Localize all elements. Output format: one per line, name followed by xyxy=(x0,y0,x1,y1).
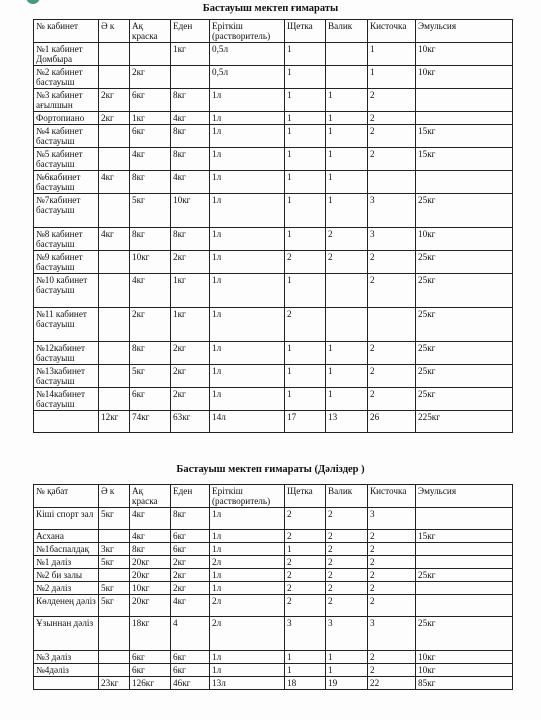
cell-paintbrush: 3 xyxy=(368,228,416,251)
table-row xyxy=(34,43,513,66)
cell-white-paint: 126кг xyxy=(130,677,171,690)
cell-floor: 1кг xyxy=(171,274,210,308)
cell-roller: 1 xyxy=(326,112,368,125)
cell-roller: 1 xyxy=(326,148,368,171)
cell-solvent: 1л xyxy=(210,308,285,342)
cell-solvent: 14л xyxy=(210,411,285,433)
cell-ak xyxy=(99,274,130,308)
cell-brush: 3 xyxy=(285,617,326,651)
table-row xyxy=(34,66,513,89)
cell-brush: 17 xyxy=(285,411,326,433)
cell-solvent: 0,5л xyxy=(210,43,285,66)
table-row xyxy=(34,617,513,651)
cell-brush: 1 xyxy=(285,148,326,171)
cell-roller: 13 xyxy=(326,411,368,433)
cell-solvent: 1л xyxy=(210,582,285,595)
cell-emulsion xyxy=(416,171,513,194)
cell-brush: 1 xyxy=(285,43,326,66)
table-row xyxy=(34,228,513,251)
cell-emulsion: 10кг xyxy=(416,43,513,66)
cell-white-paint: 4кг xyxy=(130,274,171,308)
header-cell-solvent: Еріткіш (растворитель) xyxy=(210,485,285,508)
cell-ak: 2кг xyxy=(99,89,130,112)
cell-emulsion: 10кг xyxy=(416,664,513,677)
cell-roller: 2 xyxy=(326,556,368,569)
cell-white-paint: 20кг xyxy=(130,569,171,582)
cell-white-paint: 8кг xyxy=(130,228,171,251)
cell-ak xyxy=(99,651,130,664)
cell-brush: 1 xyxy=(285,274,326,308)
cell-ak xyxy=(99,308,130,342)
cell-name: №2 кабинет бастауыш xyxy=(34,66,99,89)
cell-ak: 3кг xyxy=(99,543,130,556)
table-row xyxy=(34,664,513,677)
cell-roller: 2 xyxy=(326,595,368,617)
cell-solvent: 1л xyxy=(210,365,285,388)
cell-roller: 1 xyxy=(326,125,368,148)
cell-ak xyxy=(99,148,130,171)
cell-paintbrush: 2 xyxy=(368,664,416,677)
cell-white-paint: 6кг xyxy=(130,89,171,112)
cell-white-paint: 6кг xyxy=(130,664,171,677)
cell-white-paint: 8кг xyxy=(130,342,171,365)
table-row xyxy=(34,411,513,433)
header-cell-paintbrush: Кисточка xyxy=(368,20,416,43)
table-row xyxy=(34,112,513,125)
cell-floor: 6кг xyxy=(171,651,210,664)
cell-name: №4 кабинет бастауыш xyxy=(34,125,99,148)
cell-name: №4дәліз xyxy=(34,664,99,677)
cell-white-paint: 6кг xyxy=(130,651,171,664)
cell-solvent: 1л xyxy=(210,228,285,251)
table-row xyxy=(34,508,513,530)
cell-brush: 1 xyxy=(285,228,326,251)
cell-paintbrush: 22 xyxy=(368,677,416,690)
cell-solvent: 0,5л xyxy=(210,66,285,89)
cell-name: Фортопиано xyxy=(34,112,99,125)
cell-name: №11 кабинет бастауыш xyxy=(34,308,99,342)
cell-floor: 2кг xyxy=(171,251,210,274)
cell-paintbrush: 26 xyxy=(368,411,416,433)
cell-white-paint: 20кг xyxy=(130,556,171,569)
cell-floor: 2кг xyxy=(171,569,210,582)
cell-white-paint: 8кг xyxy=(130,543,171,556)
header-cell-roller: Валик xyxy=(326,20,368,43)
cell-ak: 5кг xyxy=(99,582,130,595)
cell-emulsion xyxy=(416,543,513,556)
cell-paintbrush: 2 xyxy=(368,89,416,112)
cell-roller: 3 xyxy=(326,617,368,651)
cell-roller: 19 xyxy=(326,677,368,690)
cell-name: №5 кабинет бастауыш xyxy=(34,148,99,171)
cell-floor: 8кг xyxy=(171,228,210,251)
cell-roller xyxy=(326,274,368,308)
cell-solvent: 1л xyxy=(210,274,285,308)
cell-paintbrush: 2 xyxy=(368,274,416,308)
cell-solvent: 1л xyxy=(210,569,285,582)
cell-floor: 2кг xyxy=(171,365,210,388)
cell-emulsion: 25кг xyxy=(416,342,513,365)
cell-brush: 1 xyxy=(285,194,326,228)
cell-floor: 10кг xyxy=(171,194,210,228)
cell-brush: 1 xyxy=(285,125,326,148)
cell-emulsion: 85кг xyxy=(416,677,513,690)
cell-ak: 4кг xyxy=(99,171,130,194)
cell-paintbrush: 2 xyxy=(368,112,416,125)
cell-paintbrush: 1 xyxy=(368,43,416,66)
table-row xyxy=(34,556,513,569)
cell-ak: 4кг xyxy=(99,228,130,251)
cell-emulsion: 25кг xyxy=(416,617,513,651)
cell-paintbrush: 3 xyxy=(368,194,416,228)
cell-floor: 4кг xyxy=(171,112,210,125)
cell-paintbrush: 3 xyxy=(368,617,416,651)
cell-ak: 5кг xyxy=(99,556,130,569)
cell-floor: 2кг xyxy=(171,582,210,595)
cell-emulsion: 25кг xyxy=(416,274,513,308)
cell-brush: 1 xyxy=(285,112,326,125)
cell-name xyxy=(34,411,99,433)
cell-name: №8 кабинет бастауыш xyxy=(34,228,99,251)
header-row xyxy=(34,485,513,508)
cell-ak xyxy=(99,569,130,582)
cell-emulsion: 15кг xyxy=(416,125,513,148)
header-cell-white-paint: Ақ краска xyxy=(130,20,171,43)
cell-paintbrush: 2 xyxy=(368,388,416,411)
cell-name: №6кабинет бастауыш xyxy=(34,171,99,194)
cell-floor: 1кг xyxy=(171,43,210,66)
cell-brush: 1 xyxy=(285,543,326,556)
cell-white-paint: 5кг xyxy=(130,194,171,228)
cell-emulsion: 225кг xyxy=(416,411,513,433)
table1-title: Бастауыш мектеп ғимараты xyxy=(202,3,339,14)
table-row xyxy=(34,194,513,228)
table-row xyxy=(34,582,513,595)
cell-white-paint: 4кг xyxy=(130,530,171,543)
cell-name: №14кабинет бастауыш xyxy=(34,388,99,411)
cell-ak: 5кг xyxy=(99,595,130,617)
cell-solvent: 1л xyxy=(210,89,285,112)
cell-name: №10 кабинет бастауыш xyxy=(34,274,99,308)
cell-roller xyxy=(326,66,368,89)
cell-roller: 2 xyxy=(326,251,368,274)
cell-floor: 8кг xyxy=(171,125,210,148)
header-cell-roller: Валик xyxy=(326,485,368,508)
cell-white-paint: 1кг xyxy=(130,112,171,125)
cell-floor: 46кг xyxy=(171,677,210,690)
cell-emulsion: 25кг xyxy=(416,251,513,274)
cell-emulsion xyxy=(416,89,513,112)
cell-roller: 2 xyxy=(326,582,368,595)
header-cell-brush: Щетка xyxy=(285,485,326,508)
cell-name: №9 кабинет бастауыш xyxy=(34,251,99,274)
table-row xyxy=(34,89,513,112)
table-row xyxy=(34,251,513,274)
cell-paintbrush: 2 xyxy=(368,651,416,664)
cell-brush: 2 xyxy=(285,595,326,617)
cell-roller: 2 xyxy=(326,508,368,530)
cell-solvent: 1л xyxy=(210,251,285,274)
header-cell-ak: Ә к xyxy=(99,485,130,508)
cell-name: Көлденең дәліз xyxy=(34,595,99,617)
table-row xyxy=(34,651,513,664)
cell-emulsion: 25кг xyxy=(416,194,513,228)
cell-name: №1баспалдақ xyxy=(34,543,99,556)
cell-name: №3 кабинет ағылшын xyxy=(34,89,99,112)
header-cell-brush: Щетка xyxy=(285,20,326,43)
cell-emulsion xyxy=(416,582,513,595)
cell-brush: 2 xyxy=(285,251,326,274)
cell-name: №3 дәліз xyxy=(34,651,99,664)
cell-brush: 2 xyxy=(285,582,326,595)
table-row xyxy=(34,125,513,148)
cell-white-paint xyxy=(130,43,171,66)
cell-roller: 1 xyxy=(326,651,368,664)
cell-solvent: 2л xyxy=(210,617,285,651)
cell-paintbrush: 2 xyxy=(368,595,416,617)
cell-paintbrush: 1 xyxy=(368,66,416,89)
cell-solvent: 1л xyxy=(210,388,285,411)
cell-paintbrush: 2 xyxy=(368,556,416,569)
table-row xyxy=(34,677,513,690)
header-cell-solvent: Еріткіш (растворитель) xyxy=(210,20,285,43)
table-row xyxy=(34,171,513,194)
cell-roller: 1 xyxy=(326,664,368,677)
cell-paintbrush: 2 xyxy=(368,530,416,543)
cell-solvent: 1л xyxy=(210,171,285,194)
cell-name: Асхана xyxy=(34,530,99,543)
cell-name: №12кабинет бастауыш xyxy=(34,342,99,365)
cell-name: Ұзыннан дәліз xyxy=(34,617,99,651)
cell-roller: 1 xyxy=(326,171,368,194)
cell-solvent: 1л xyxy=(210,508,285,530)
cell-floor: 4 xyxy=(171,617,210,651)
cell-paintbrush: 2 xyxy=(368,342,416,365)
cell-brush: 2 xyxy=(285,308,326,342)
cell-solvent: 1л xyxy=(210,664,285,677)
cell-ak xyxy=(99,664,130,677)
cell-emulsion: 25кг xyxy=(416,569,513,582)
table-row xyxy=(34,595,513,617)
cell-brush: 1 xyxy=(285,66,326,89)
cell-ak: 2кг xyxy=(99,112,130,125)
cell-ak xyxy=(99,365,130,388)
cell-solvent: 2л xyxy=(210,595,285,617)
cell-emulsion: 10кг xyxy=(416,66,513,89)
cell-brush: 2 xyxy=(285,556,326,569)
cell-roller: 1 xyxy=(326,89,368,112)
cell-emulsion: 25кг xyxy=(416,365,513,388)
cell-floor: 8кг xyxy=(171,89,210,112)
cell-ak: 23кг xyxy=(99,677,130,690)
cell-floor: 2кг xyxy=(171,556,210,569)
cell-floor: 8кг xyxy=(171,148,210,171)
cell-ak xyxy=(99,66,130,89)
cell-solvent: 2л xyxy=(210,556,285,569)
cell-roller: 1 xyxy=(326,365,368,388)
cell-paintbrush: 2 xyxy=(368,365,416,388)
cell-paintbrush: 2 xyxy=(368,148,416,171)
cell-name: №13кабинет бастауыш xyxy=(34,365,99,388)
table-row xyxy=(34,342,513,365)
cell-white-paint: 10кг xyxy=(130,251,171,274)
cell-ak xyxy=(99,388,130,411)
cell-roller: 2 xyxy=(326,228,368,251)
cell-ak xyxy=(99,530,130,543)
cell-brush: 1 xyxy=(285,664,326,677)
cell-brush: 1 xyxy=(285,651,326,664)
cell-brush: 18 xyxy=(285,677,326,690)
header-cell-floor: Еден xyxy=(171,485,210,508)
cell-white-paint: 10кг xyxy=(130,582,171,595)
cell-emulsion xyxy=(416,556,513,569)
cell-brush: 2 xyxy=(285,569,326,582)
cell-white-paint: 6кг xyxy=(130,388,171,411)
cell-floor: 4кг xyxy=(171,595,210,617)
cell-solvent: 1л xyxy=(210,651,285,664)
cell-paintbrush: 3 xyxy=(368,508,416,530)
cell-emulsion xyxy=(416,595,513,617)
cell-emulsion: 15кг xyxy=(416,148,513,171)
corridors-materials-table xyxy=(33,484,513,690)
cell-name: №1 дәліз xyxy=(34,556,99,569)
cell-floor: 6кг xyxy=(171,664,210,677)
cell-white-paint: 18кг xyxy=(130,617,171,651)
cell-brush: 1 xyxy=(285,89,326,112)
cell-paintbrush xyxy=(368,171,416,194)
cell-brush: 1 xyxy=(285,171,326,194)
header-cell-emulsion: Эмульсия xyxy=(416,20,513,43)
table-row xyxy=(34,543,513,556)
cell-emulsion: 25кг xyxy=(416,388,513,411)
cell-ak xyxy=(99,251,130,274)
cell-emulsion xyxy=(416,112,513,125)
table2-title: Бастауыш мектеп ғимараты (Дәліздер ) xyxy=(176,464,365,475)
cell-white-paint: 20кг xyxy=(130,595,171,617)
cell-solvent: 13л xyxy=(210,677,285,690)
cell-white-paint: 4кг xyxy=(130,508,171,530)
cell-paintbrush: 2 xyxy=(368,125,416,148)
cell-roller: 2 xyxy=(326,530,368,543)
cell-roller: 1 xyxy=(326,342,368,365)
cell-brush: 1 xyxy=(285,342,326,365)
header-cell-floor: Еден xyxy=(171,20,210,43)
cell-solvent: 1л xyxy=(210,530,285,543)
cell-ak: 5кг xyxy=(99,508,130,530)
cell-emulsion xyxy=(416,508,513,530)
cell-floor: 8кг xyxy=(171,508,210,530)
cell-floor: 63кг xyxy=(171,411,210,433)
cell-roller: 2 xyxy=(326,543,368,556)
cell-ak xyxy=(99,194,130,228)
cell-floor: 1кг xyxy=(171,308,210,342)
cell-paintbrush: 2 xyxy=(368,251,416,274)
header-cell-white-paint: Ақ краска xyxy=(130,485,171,508)
header-cell-paintbrush: Кисточка xyxy=(368,485,416,508)
classrooms-materials-table xyxy=(33,19,513,433)
cell-name: Кіші спорт зал xyxy=(34,508,99,530)
cell-white-paint: 8кг xyxy=(130,171,171,194)
cell-name: №1 кабинет Домбыра xyxy=(34,43,99,66)
cell-brush: 2 xyxy=(285,508,326,530)
cell-paintbrush: 2 xyxy=(368,569,416,582)
table-row xyxy=(34,365,513,388)
cell-emulsion: 10кг xyxy=(416,228,513,251)
cell-brush: 1 xyxy=(285,365,326,388)
cell-floor: 6кг xyxy=(171,543,210,556)
cell-ak xyxy=(99,43,130,66)
cell-emulsion: 15кг xyxy=(416,530,513,543)
cell-roller: 1 xyxy=(326,388,368,411)
cell-solvent: 1л xyxy=(210,342,285,365)
cell-white-paint: 2кг xyxy=(130,308,171,342)
table-row xyxy=(34,148,513,171)
cell-ak: 12кг xyxy=(99,411,130,433)
table-row xyxy=(34,308,513,342)
cell-ak xyxy=(99,342,130,365)
cell-floor: 2кг xyxy=(171,388,210,411)
cell-ak xyxy=(99,125,130,148)
header-cell-emulsion: Эмульсия xyxy=(416,485,513,508)
cell-white-paint: 74кг xyxy=(130,411,171,433)
cell-roller: 2 xyxy=(326,569,368,582)
cell-solvent: 1л xyxy=(210,148,285,171)
cell-floor: 6кг xyxy=(171,530,210,543)
table-row xyxy=(34,274,513,308)
cell-brush: 1 xyxy=(285,388,326,411)
cell-name: №2 дәліз xyxy=(34,582,99,595)
cell-paintbrush: 2 xyxy=(368,582,416,595)
cell-floor xyxy=(171,66,210,89)
cell-solvent: 1л xyxy=(210,194,285,228)
table-row xyxy=(34,388,513,411)
table-row xyxy=(34,530,513,543)
cell-name xyxy=(34,677,99,690)
header-cell-name: № кабинет xyxy=(34,20,99,43)
cell-white-paint: 4кг xyxy=(130,148,171,171)
cell-roller xyxy=(326,43,368,66)
cell-name: №7кабинет бастауыш xyxy=(34,194,99,228)
cell-name: №2 би залы xyxy=(34,569,99,582)
cell-solvent: 1л xyxy=(210,543,285,556)
header-row xyxy=(34,20,513,43)
cell-white-paint: 5кг xyxy=(130,365,171,388)
cell-solvent: 1л xyxy=(210,125,285,148)
header-cell-name: № қабат xyxy=(34,485,99,508)
cell-ak xyxy=(99,617,130,651)
cell-floor: 4кг xyxy=(171,171,210,194)
cell-emulsion: 25кг xyxy=(416,308,513,342)
table-row xyxy=(34,569,513,582)
cell-brush: 2 xyxy=(285,530,326,543)
cell-paintbrush: 2 xyxy=(368,543,416,556)
cell-emulsion: 10кг xyxy=(416,651,513,664)
cell-roller xyxy=(326,308,368,342)
cell-white-paint: 6кг xyxy=(130,125,171,148)
cell-solvent: 1л xyxy=(210,112,285,125)
cell-white-paint: 2кг xyxy=(130,66,171,89)
cell-roller: 1 xyxy=(326,194,368,228)
cell-floor: 2кг xyxy=(171,342,210,365)
cell-paintbrush xyxy=(368,308,416,342)
header-cell-ak: Ә к xyxy=(99,20,130,43)
